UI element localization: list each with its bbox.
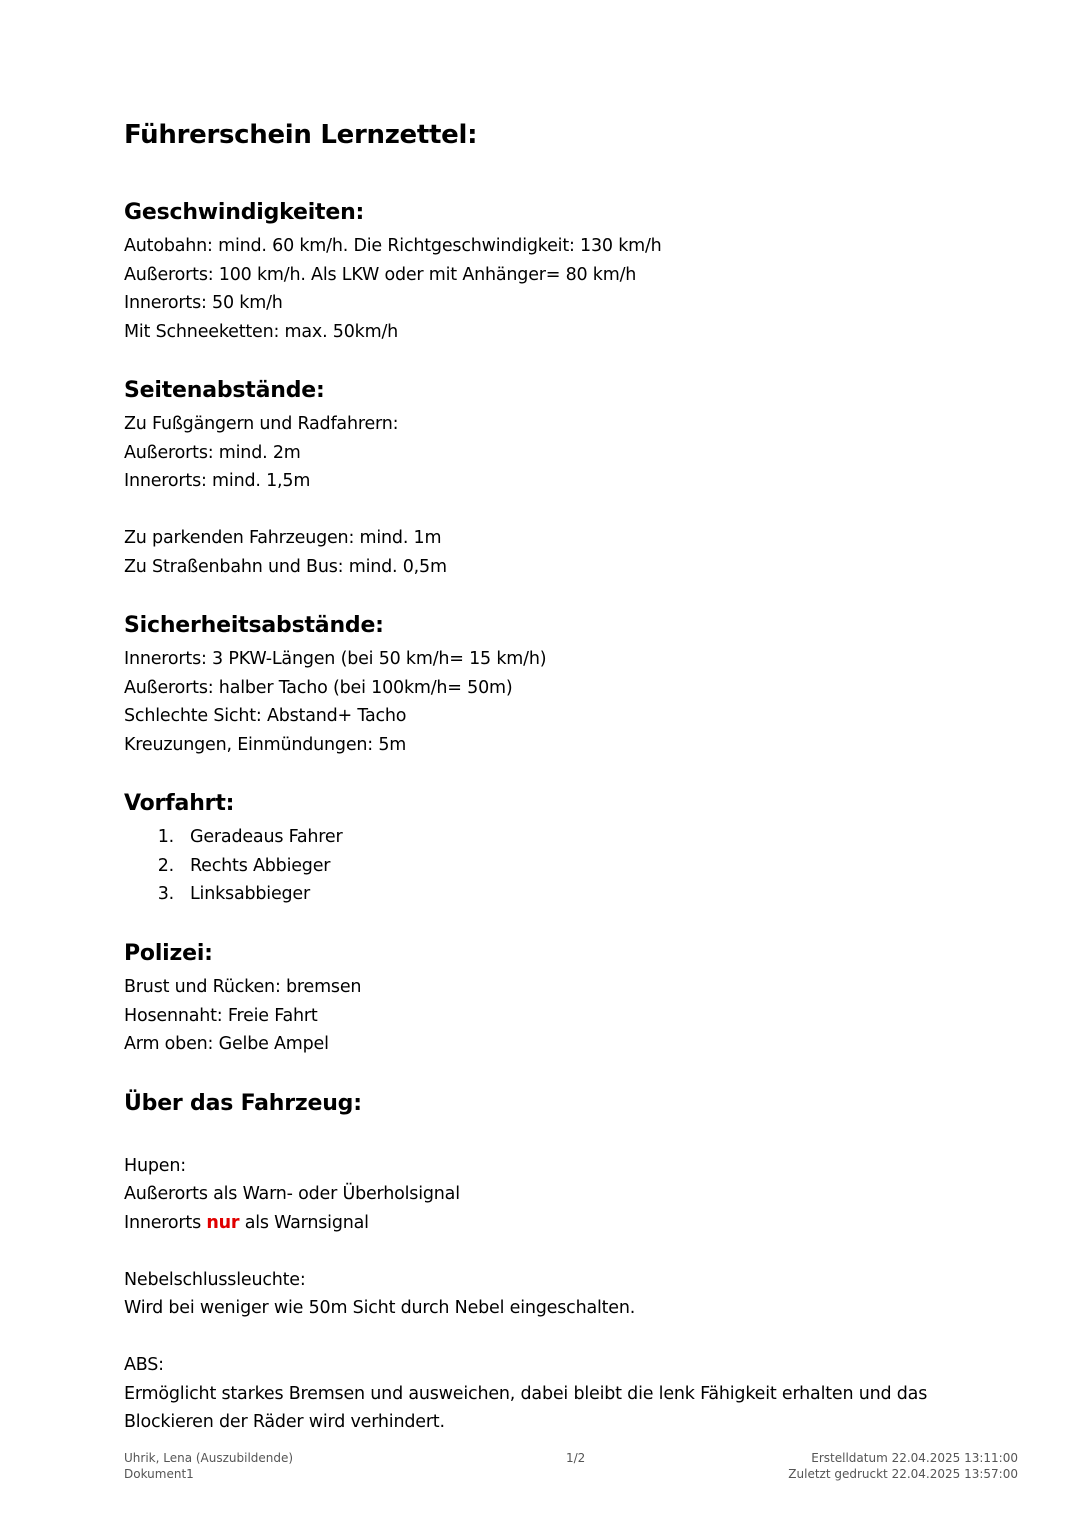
- blank-line: [124, 1123, 1014, 1152]
- blank-line: [124, 1323, 1014, 1352]
- blank-line: [124, 496, 1014, 525]
- list-text: Linksabbieger: [190, 884, 310, 904]
- text-line: Kreuzungen, Einmündungen: 5m: [124, 734, 407, 755]
- text-line: Außerorts: 100 km/h. Als LKW oder mit Anhänger= 80 km/h: [124, 264, 637, 285]
- footer-doc-name: Dokument1: [124, 1467, 194, 1481]
- list-item: [124, 880, 1014, 909]
- text-line: Schlechte Sicht: Abstand+ Tacho: [124, 706, 407, 726]
- list-number: 2.: [157, 855, 174, 876]
- text-line: Zu Straßenbahn und Bus: mind. 0,5m: [124, 556, 447, 577]
- section-vorfahrt: [124, 789, 1014, 909]
- blank-line: [124, 1237, 1014, 1266]
- footer-right: [788, 1450, 1018, 1482]
- text-line: Zu parkenden Fahrzeugen: mind. 1m: [124, 528, 442, 548]
- section-sicherheitsabstaende: [124, 611, 1014, 759]
- text-line: [124, 1209, 1014, 1238]
- section-heading: Über das Fahrzeug:: [124, 1091, 362, 1116]
- text-fragment: als Warnsignal: [239, 1212, 369, 1233]
- footer-page-number: 1/2: [566, 1451, 586, 1465]
- list-number: 1.: [157, 827, 174, 847]
- list-item: [124, 852, 1014, 881]
- numbered-list: [124, 823, 1014, 909]
- section-seitenabstaende: [124, 376, 1014, 581]
- section-heading: Polizei:: [124, 941, 213, 966]
- section-polizei: [124, 939, 1014, 1059]
- section-geschwindigkeiten: [124, 198, 1014, 346]
- text-line: Innerorts: mind. 1,5m: [124, 471, 311, 491]
- list-number: 3.: [157, 884, 174, 904]
- text-line: Innerorts: 3 PKW-Längen (bei 50 km/h= 15 km/h): [124, 649, 547, 669]
- text-line: Mit Schneeketten: max. 50km/h: [124, 321, 399, 342]
- abs-label: ABS:: [124, 1355, 164, 1375]
- footer-author: Uhrik, Lena (Auszubildende): [124, 1451, 294, 1465]
- text-line: Hosennaht: Freie Fahrt: [124, 1005, 318, 1026]
- text-line: Arm oben: Gelbe Ampel: [124, 1034, 329, 1054]
- section-fahrzeug: [124, 1089, 1014, 1437]
- hupen-label: Hupen:: [124, 1155, 186, 1176]
- section-heading: Seitenabstände:: [124, 378, 325, 403]
- list-text: Geradeaus Fahrer: [190, 827, 343, 847]
- text-line: Außerorts: halber Tacho (bei 100km/h= 50m): [124, 677, 513, 698]
- page-footer: [124, 1450, 1018, 1484]
- section-heading: Vorfahrt:: [124, 791, 235, 816]
- section-heading: Sicherheitsabstände:: [124, 613, 384, 638]
- text-line: Innerorts: 50 km/h: [124, 293, 283, 313]
- footer-created-date: Erstelldatum 22.04.2025 13:11:00: [811, 1451, 1018, 1465]
- emphasis-text: nur: [206, 1212, 240, 1233]
- text-fragment: Innerorts: [124, 1212, 207, 1233]
- text-line: Brust und Rücken: bremsen: [124, 977, 362, 997]
- text-line: Autobahn: mind. 60 km/h. Die Richtgeschwindigkeit: 130 km/h: [124, 236, 662, 256]
- footer-printed-date: Zuletzt gedruckt 22.04.2025 13:57:00: [788, 1467, 1018, 1481]
- text-paragraph: Ermöglicht starkes Bremsen und ausweichen, dabei bleibt die lenk Fähigkeit erhalten und das Blockieren der Räder wird verhindert.: [124, 1383, 928, 1432]
- nebel-label: Nebelschlussleuchte:: [124, 1269, 306, 1290]
- document-title: Führerschein Lernzettel:: [124, 120, 478, 150]
- text-line: Zu Fußgängern und Radfahrern:: [124, 414, 399, 434]
- text-line: Wird bei weniger wie 50m Sicht durch Nebel eingeschalten.: [124, 1298, 636, 1318]
- list-text: Rechts Abbieger: [190, 855, 331, 876]
- list-item: [124, 823, 1014, 852]
- text-line: Außerorts als Warn- oder Überholsignal: [124, 1184, 460, 1204]
- text-line: Außerorts: mind. 2m: [124, 442, 301, 463]
- footer-left: [124, 1450, 293, 1482]
- section-heading: Geschwindigkeiten:: [124, 200, 365, 225]
